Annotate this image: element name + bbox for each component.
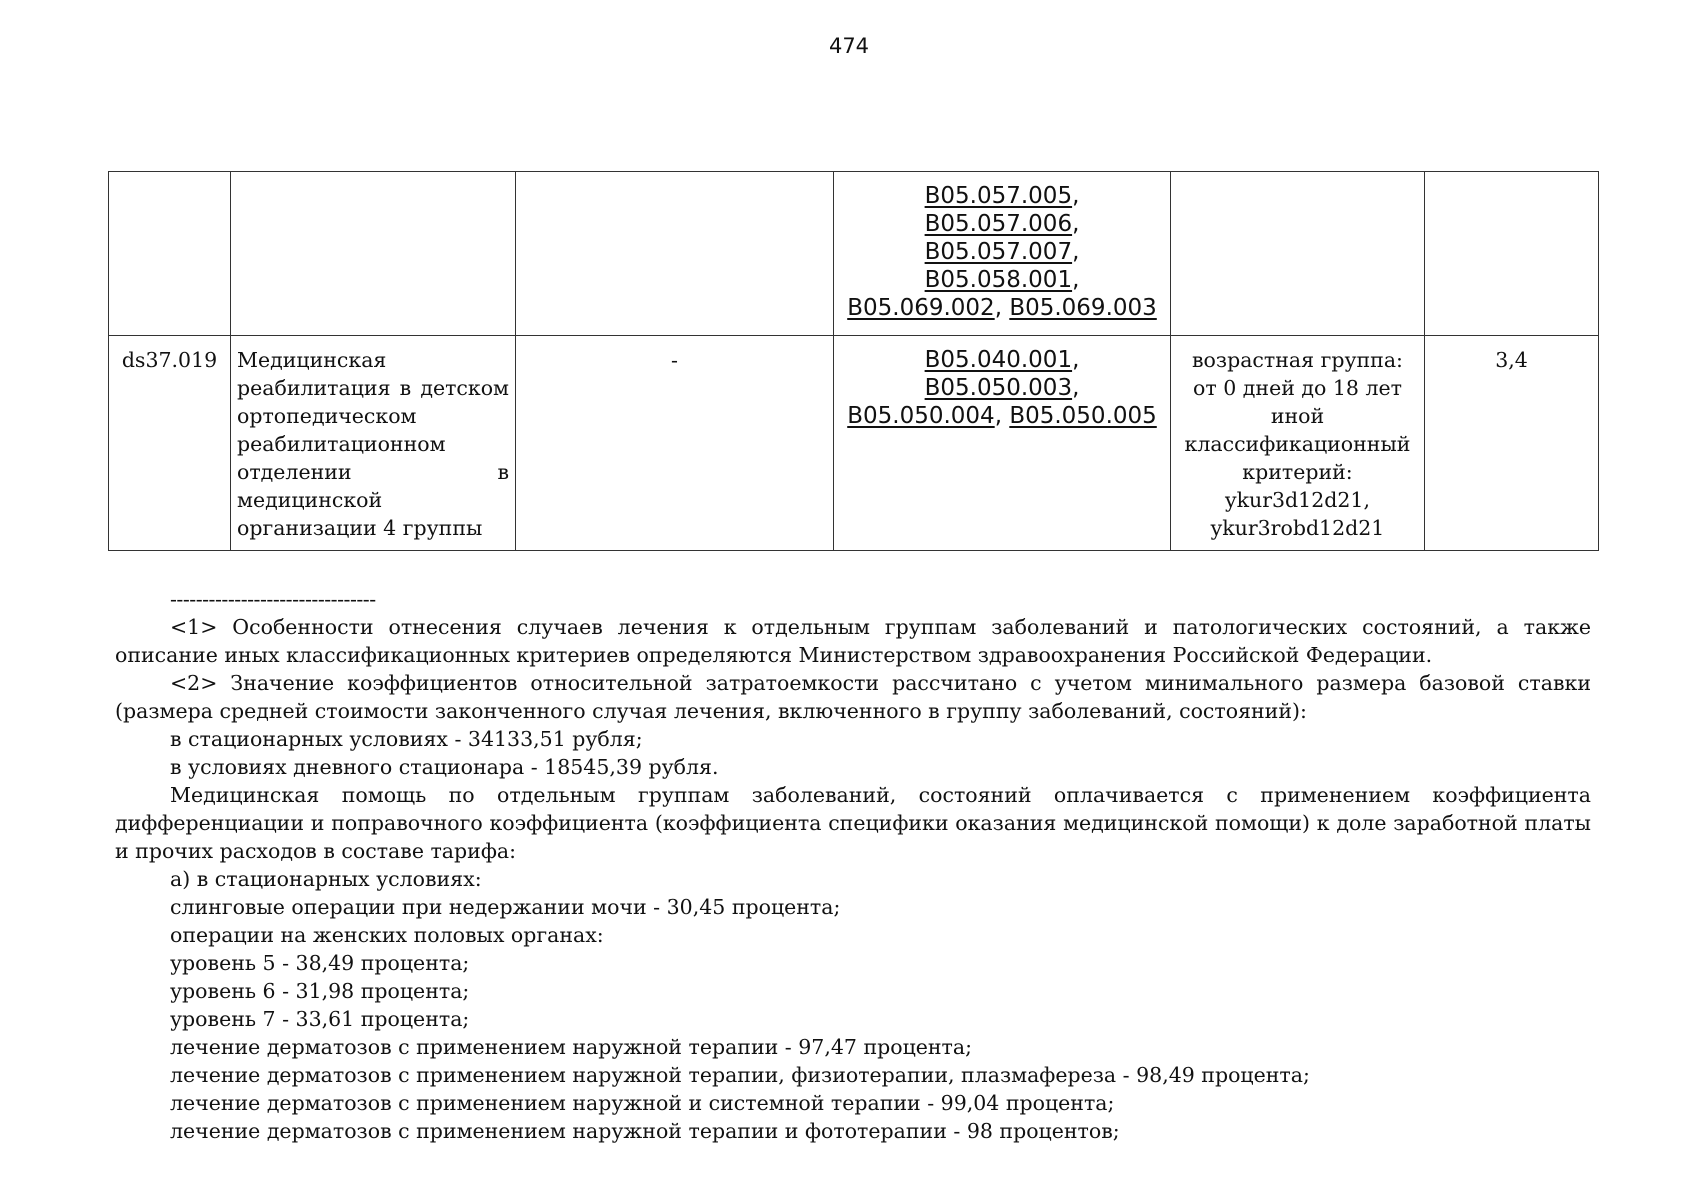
criteria-line: возрастная группа: [1192,348,1403,372]
coefficient-cell: 3,4 [1425,336,1599,551]
list-item: а) в стационарных условиях: [170,867,482,891]
footnote-1: <1> Особенности отнесения случаев лечения к отдельным группам заболеваний и патологических состояний, а также описание иных классификационных критериев определяются Министерством здравоохранения Российской Федерации. [115,615,1591,667]
group-name-cell [231,172,516,336]
table-row [109,172,1599,336]
service-code-link[interactable]: B05.069.002 [847,295,995,321]
service-code-link[interactable]: B05.058.001 [924,267,1073,293]
criteria-line: критерий: [1242,460,1353,484]
stationary-rate: в стационарных условиях - 34133,51 рубля; [170,727,643,751]
mkb-code-cell [516,172,834,336]
criteria-line: от 0 дней до 18 лет [1193,376,1402,400]
payment-paragraph: Медицинская помощь по отдельным группам заболеваний, состояний оплачивается с применением коэффициента дифференциации и поправочного коэффициента (коэффициента специфики оказания медицинской помощи) к доле заработной платы и прочих расходов в составе тарифа: [115,783,1591,863]
list-item: уровень 6 - 31,98 процента; [170,979,470,1003]
service-codes-cell: B05.057.005, B05.057.006, B05.057.007, B05.058.001, B05.069.002, B05.069.003 [834,172,1171,336]
footnotes [115,585,1591,1145]
list-item: лечение дерматозов с применением наружной терапии, физиотерапии, плазмафереза - 98,49 процента; [170,1063,1310,1087]
group-code-cell [109,172,231,336]
tariff-table [108,171,1599,551]
classification-criteria-cell [1171,336,1425,551]
service-code-link[interactable]: B05.050.005 [1009,403,1157,429]
list-item: слинговые операции при недержании мочи - 30,45 процента; [170,895,841,919]
service-codes-cell: B05.040.001, B05.050.003, B05.050.004, B05.050.005 [834,336,1171,551]
list-item: уровень 7 - 33,61 процента; [170,1007,470,1031]
service-code-link[interactable]: B05.050.003 [924,375,1073,401]
criteria-line: ykur3robd12d21 [1210,516,1385,540]
list-item: операции на женских половых органах: [170,923,604,947]
mkb-code-cell: - [516,336,834,551]
group-name-cell: Медицинская реабилитация в детском ортопедическом реабилитационном отделении в медицинской организации 4 группы [231,336,516,551]
service-code-link[interactable]: B05.057.007 [924,239,1073,265]
footnote-divider: -------------------------------- [170,587,376,611]
list-item: лечение дерматозов с применением наружной и системной терапии - 99,04 процента; [170,1091,1115,1115]
service-code-link[interactable]: B05.050.004 [847,403,995,429]
day-stationary-rate: в условиях дневного стационара - 18545,39 рубля. [170,755,719,779]
group-code-cell: ds37.019 [109,336,231,551]
classification-criteria-cell [1171,172,1425,336]
service-code-link[interactable]: B05.057.005 [924,183,1073,209]
list-item: лечение дерматозов с применением наружной терапии - 97,47 процента; [170,1035,973,1059]
service-code-link[interactable]: B05.069.003 [1009,295,1157,321]
list-item: лечение дерматозов с применением наружной терапии и фототерапии - 98 процентов; [170,1119,1120,1143]
table-row [109,336,1599,551]
criteria-line: ykur3d12d21, [1225,488,1370,512]
service-code-link[interactable]: B05.057.006 [924,211,1073,237]
page-number: 474 [828,34,870,58]
criteria-line: иной [1270,404,1325,428]
service-code-link[interactable]: B05.040.001 [924,347,1073,373]
footnote-2: <2> Значение коэффициентов относительной затратоемкости рассчитано с учетом минимального размера базовой ставки (размера средней стоимости законченного случая лечения, включенного в группу заболеваний, состояний): [115,671,1591,723]
list-item: уровень 5 - 38,49 процента; [170,951,470,975]
criteria-line: классификационный [1184,432,1411,456]
coefficient-cell [1425,172,1599,336]
